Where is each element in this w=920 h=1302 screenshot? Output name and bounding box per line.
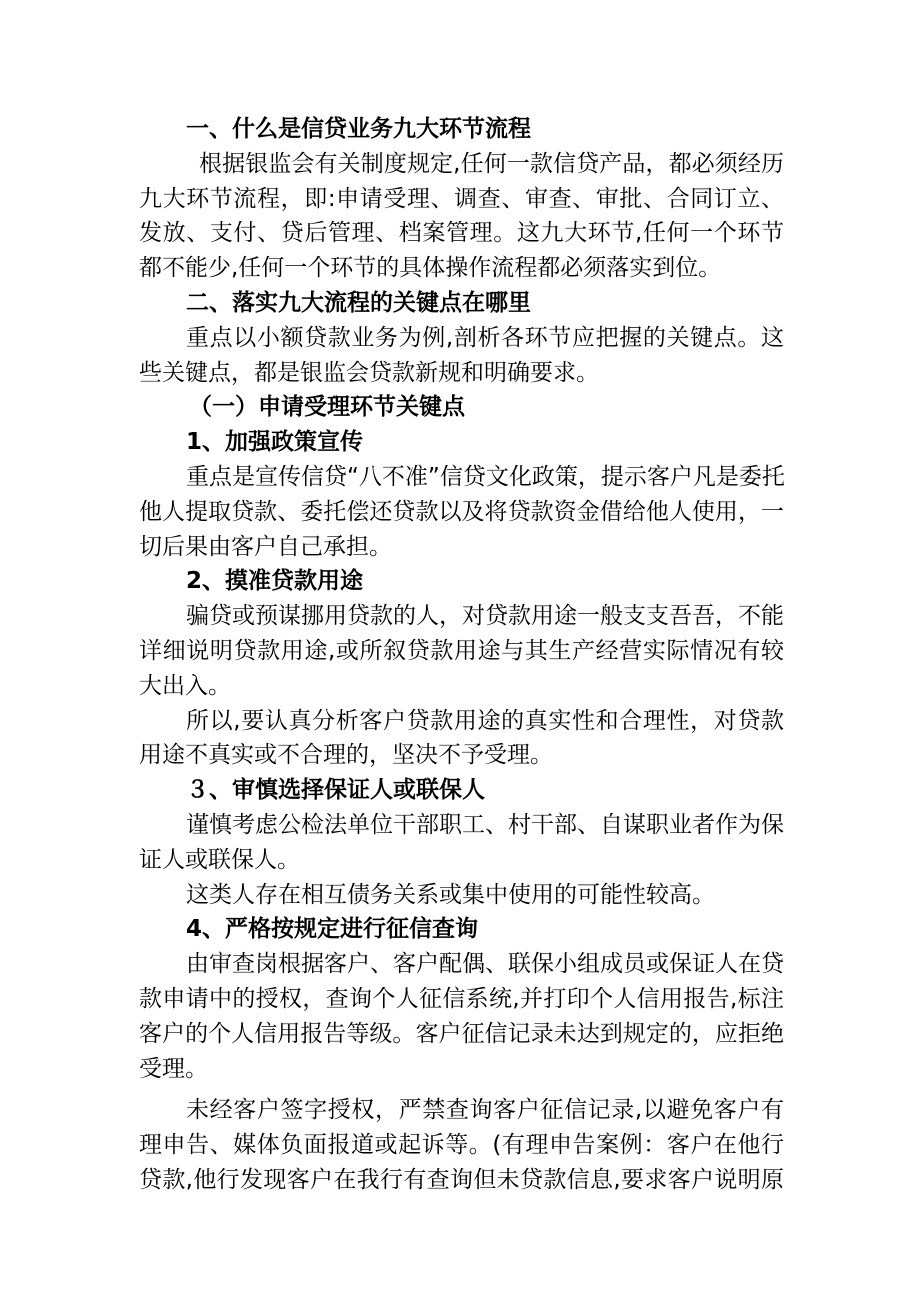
paragraph-line: 客户的个人信用报告等级。客户征信记录未达到规定的，应拒绝 (139, 1020, 784, 1047)
paragraph-line: 发放、支付、贷后管理、档案管理。这九大环节,任何一个环节 (139, 220, 784, 247)
paragraph-line: 根据银监会有关制度规定,任何一款信贷产品，都必须经历 (199, 150, 784, 177)
paragraph-line: 谨慎考虑公检法单位干部职工、村干部、自谋职业者作为保 (186, 811, 784, 838)
paragraph-line: 详细说明贷款用途,或所叙贷款用途与其生产经营实际情况有较 (139, 637, 784, 664)
item-heading-1: 1、加强政策宣传 (186, 429, 364, 456)
paragraph-line: 理申告、媒体负面报道或起诉等。(有理申告案例：客户在他行 (139, 1132, 784, 1159)
paragraph-line: 骗贷或预谋挪用贷款的人，对贷款用途一般支支吾吾，不能 (186, 603, 784, 630)
heading-1: 一、什么是信贷业务九大环节流程 (186, 116, 531, 142)
heading-2: 二、落实九大流程的关键点在哪里 (186, 289, 531, 316)
paragraph-line: 未经客户签字授权，严禁查询客户征信记录,以避免客户有 (186, 1097, 784, 1124)
item-heading-3: ３、审慎选择保证人或联保人 (186, 777, 485, 804)
paragraph-line: 用途不真实或不合理的，坚决不予受理。 (139, 742, 553, 769)
paragraph-line: 证人或联保人。 (139, 846, 300, 873)
document-page (139, 112, 784, 1198)
paragraph-line: 些关键点，都是银监会贷款新规和明确要求。 (139, 359, 599, 386)
paragraph-line: 这类人存在相互债务关系或集中使用的可能性较高。 (186, 881, 715, 908)
paragraph-line: 款申请中的授权，查询个人征信系统,并打印个人信用报告,标注 (139, 985, 784, 1012)
paragraph-line: 都不能少,任何一个环节的具体操作流程都必须落实到位。 (139, 255, 722, 282)
paragraph-line: 重点以小额贷款业务为例,剖析各环节应把握的关键点。这 (186, 324, 784, 351)
paragraph-line: 九大环节流程，即:申请受理、调查、审查、审批、合同订立、 (139, 185, 784, 212)
paragraph-line: 由审查岗根据客户、客户配偶、联保小组成员或保证人在贷 (186, 951, 784, 978)
paragraph-line: 他人提取贷款、委托偿还贷款以及将贷款资金借给他人使用，一 (139, 498, 784, 525)
paragraph-line: 大出入。 (139, 672, 231, 699)
item-heading-4: 4、严格按规定进行征信查询 (186, 916, 479, 943)
paragraph-line: 重点是宣传信贷“八不准”信贷文化政策，提示客户凡是委托 (186, 463, 785, 490)
paragraph-line: 切后果由客户自己承担。 (139, 533, 392, 560)
item-heading-2: 2、摸准贷款用途 (186, 568, 364, 595)
subheading-1: （一）申请受理环节关键点 (189, 394, 465, 421)
paragraph-line: 受理。 (139, 1055, 208, 1082)
paragraph-line: 所以,要认真分析客户贷款用途的真实性和合理性，对贷款 (186, 707, 784, 734)
paragraph-line: 贷款,他行发现客户在我行有查询但未贷款信息,要求客户说明原 (139, 1166, 784, 1193)
